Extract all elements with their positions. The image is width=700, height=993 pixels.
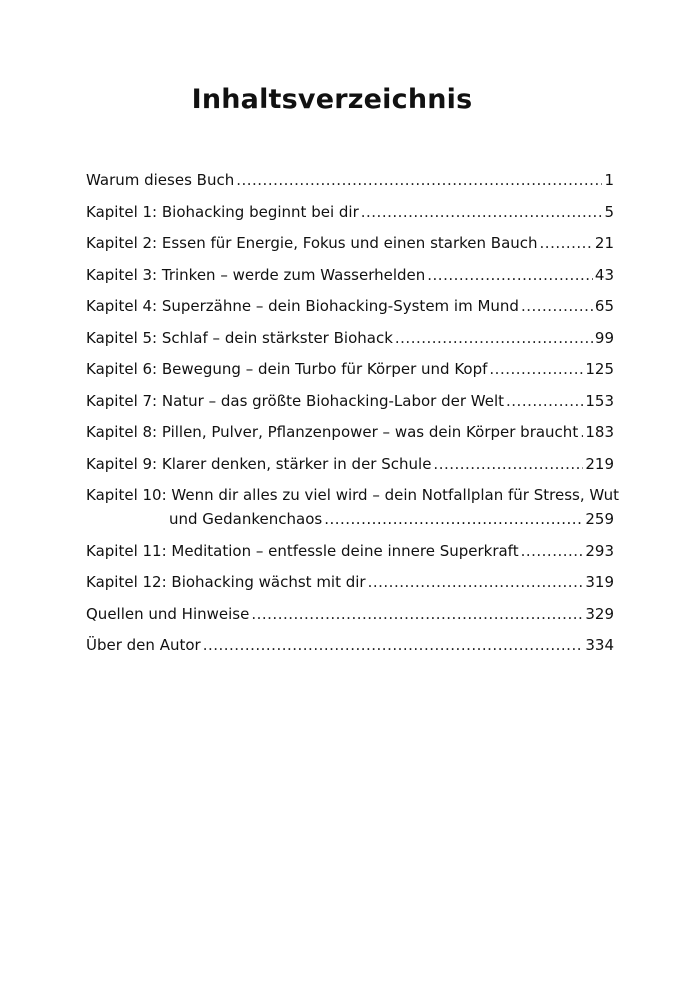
dot-leader — [324, 509, 583, 529]
toc-entry-label: Kapitel 10: Wenn dir alles zu viel wird – dein Notfallplan für Stress, Wut — [86, 486, 620, 504]
toc-entry-label: Kapitel 12: Biohacking wächst mit dir — [86, 573, 366, 591]
toc-entry-label: Quellen und Hinweise — [86, 604, 250, 623]
dot-leader — [395, 328, 593, 348]
toc-page-number: 99 — [594, 328, 614, 347]
toc-entry-kapitel-3 — [86, 265, 614, 285]
table-of-contents — [86, 170, 620, 667]
dot-leader — [521, 541, 584, 561]
toc-page-number: 153 — [585, 391, 614, 410]
toc-page-number: 183 — [585, 423, 614, 441]
toc-entry-label: Kapitel 11: Meditation – entfessle deine innere Superkraft — [86, 541, 519, 560]
toc-entry-label: Kapitel 8: Pillen, Pulver, Pflanzenpower – was dein Körper braucht — [86, 423, 579, 441]
toc-page-number: 1 — [604, 171, 614, 189]
toc-entry-kapitel-1 — [86, 202, 614, 222]
toc-entry-kapitel-11 — [86, 541, 614, 561]
toc-entry-label: Kapitel 5: Schlaf – dein stärkster Biohack — [86, 328, 393, 347]
toc-entry-kapitel-10 — [86, 485, 620, 529]
toc-entry-label-continued: und Gedankenchaos — [169, 510, 323, 528]
toc-entry-label: Warum dieses Buch — [86, 171, 235, 189]
dot-leader — [489, 359, 583, 379]
toc-entry-quellen — [86, 604, 614, 624]
toc-entry-continuation — [169, 509, 614, 529]
toc-entry-label: Kapitel 6: Bewegung – dein Turbo für Körper und Kopf — [86, 360, 488, 378]
toc-entry-kapitel-7 — [86, 391, 614, 411]
toc-entry-label: Über den Autor — [86, 636, 201, 654]
toc-page-number: 5 — [604, 202, 614, 221]
toc-page-number: 329 — [585, 604, 614, 623]
toc-entry-label: Kapitel 1: Biohacking beginnt bei dir — [86, 202, 359, 221]
toc-entry-kapitel-2 — [86, 233, 614, 253]
dot-leader — [361, 202, 603, 222]
dot-leader — [427, 265, 593, 285]
toc-entry-warum — [86, 170, 614, 190]
toc-entry-kapitel-5 — [86, 328, 614, 348]
page-title: Inhaltsverzeichnis — [191, 84, 473, 115]
toc-page-number: 293 — [585, 541, 614, 560]
dot-leader — [368, 572, 584, 592]
toc-entry-label: Kapitel 4: Superzähne – dein Biohacking-System im Mund — [86, 297, 519, 315]
toc-page-number: 43 — [594, 265, 614, 284]
dot-leader — [251, 604, 583, 624]
dot-leader — [203, 635, 584, 655]
toc-entry-kapitel-4 — [86, 296, 614, 316]
dot-leader — [521, 296, 593, 316]
dot-leader — [433, 454, 583, 474]
dot-leader — [236, 170, 602, 190]
toc-entry-kapitel-12 — [86, 572, 614, 592]
toc-page-number: 65 — [594, 297, 614, 315]
toc-page-number: 219 — [585, 454, 614, 473]
toc-entry-autor — [86, 635, 614, 655]
dot-leader — [580, 422, 583, 442]
toc-entry-kapitel-9 — [86, 454, 614, 474]
toc-entry-label: Kapitel 3: Trinken – werde zum Wasserhelden — [86, 265, 426, 284]
dot-leader — [506, 391, 583, 411]
toc-entry-label: Kapitel 2: Essen für Energie, Fokus und einen starken Bauch — [86, 234, 538, 252]
toc-page-number: 334 — [585, 636, 614, 654]
toc-page-number: 319 — [585, 573, 614, 591]
toc-entry-kapitel-8 — [86, 422, 614, 442]
toc-entry-label: Kapitel 9: Klarer denken, stärker in der Schule — [86, 454, 432, 473]
toc-page-number: 21 — [594, 234, 614, 252]
toc-entry-kapitel-6 — [86, 359, 614, 379]
toc-page-number: 259 — [585, 510, 614, 528]
toc-entry-label: Kapitel 7: Natur – das größte Biohacking-Labor der Welt — [86, 391, 505, 410]
dot-leader — [540, 233, 593, 253]
toc-page-number: 125 — [585, 360, 614, 378]
